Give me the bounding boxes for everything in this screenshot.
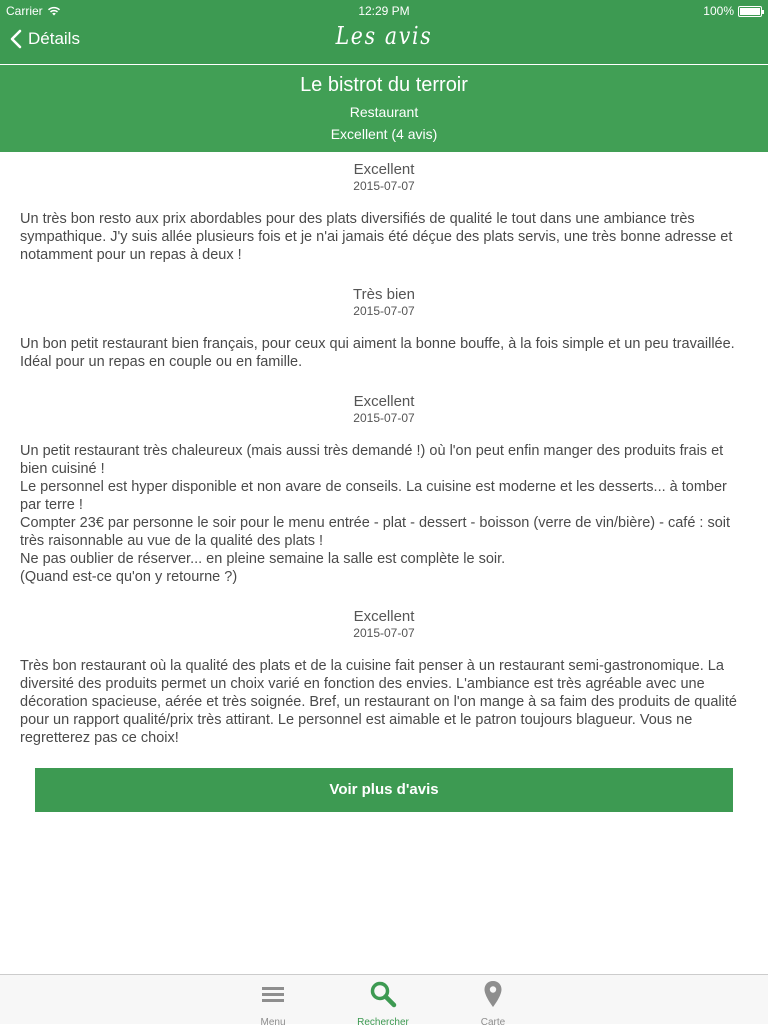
review-text: Un petit restaurant très chaleureux (mais aussi très demandé !) où l'on peut enfin manger des produits frais et bien cuisiné ! Le personnel est hyper disponible et non avare de conseils. La cuisine est moderne et les desserts... à tomber par terre ! Compter 23€ par personne le soir pour le menu entrée - plat - dessert - boisson (verre de vin/bière) - café : soit très raisonnable au vue de la qualité des plats ! Ne pas oublier de réserver... en pleine semaine la salle est complète le soir. (Quand est-ce qu'on y retourne ?) <box>20 443 731 585</box>
review-date: 2015-07-07 <box>353 626 415 640</box>
review-date: 2015-07-07 <box>353 411 415 425</box>
review-rating: Très bien <box>353 286 415 303</box>
menu-icon <box>261 984 285 1004</box>
battery-indicator <box>703 4 762 18</box>
status-bar <box>0 0 768 20</box>
battery-icon <box>738 6 762 17</box>
map-pin-icon <box>483 980 503 1008</box>
carrier-label: Carrier <box>6 4 43 18</box>
chevron-left-icon <box>10 29 22 49</box>
review-rating: Excellent <box>353 393 415 410</box>
navigation-bar <box>0 20 768 64</box>
tab-search[interactable] <box>343 979 423 1028</box>
review-text: Un très bon resto aux prix abordables pour des plats diversifiés de qualité le tout dans une ambiance très sympathique. J'y suis allée plusieurs fois et je n'ai jamais été déçue des plats servis, une très bonne adresse et notamment pour un repas à deux ! <box>20 211 737 263</box>
status-time: 12:29 PM <box>358 4 410 18</box>
tab-label: Rechercher <box>357 1017 409 1028</box>
tab-label: Menu <box>260 1017 286 1028</box>
review-rating: Excellent <box>353 608 415 625</box>
review-text: Très bon restaurant où la qualité des plats et de la cuisine fait penser à un restaurant semi-gastronomique. La diversité des produits permet un choix varié en fonction des envies. L'ambiance est très agréable avec une décoration spacieuse, aérée et très soignée. Bref, un restaurant on l'on mange à sa faim des produits de qualité pour un rapport qualité/prix très attirant. Le personnel est aimable et le patron toujours blagueur. Vous ne regretterez pas ce choix! <box>20 658 741 746</box>
review-text: Un bon petit restaurant bien français, pour ceux qui aiment la bonne bouffe, à la fois simple et un peu travaillée. Idéal pour un repas en couple ou en famille. <box>20 336 739 370</box>
restaurant-header <box>0 65 768 152</box>
back-label: Détails <box>28 29 80 48</box>
restaurant-category: Restaurant <box>349 104 419 120</box>
review-date: 2015-07-07 <box>353 304 415 318</box>
tab-menu[interactable] <box>233 979 313 1028</box>
nav-title: Les avis <box>335 22 433 50</box>
review-item <box>0 161 768 264</box>
restaurant-rating: Excellent (4 avis) <box>330 126 438 142</box>
restaurant-name: Le bistrot du terroir <box>300 74 468 96</box>
review-item <box>0 393 768 586</box>
review-item <box>0 286 768 371</box>
tab-label: Carte <box>480 1017 506 1028</box>
tab-bar <box>0 974 768 1028</box>
review-item <box>0 608 768 747</box>
review-date: 2015-07-07 <box>353 179 415 193</box>
tab-map[interactable] <box>453 979 533 1028</box>
more-reviews-button[interactable]: Voir plus d'avis <box>35 768 733 812</box>
battery-percent: 100% <box>703 4 734 18</box>
review-rating: Excellent <box>353 161 415 178</box>
search-icon <box>369 980 397 1008</box>
